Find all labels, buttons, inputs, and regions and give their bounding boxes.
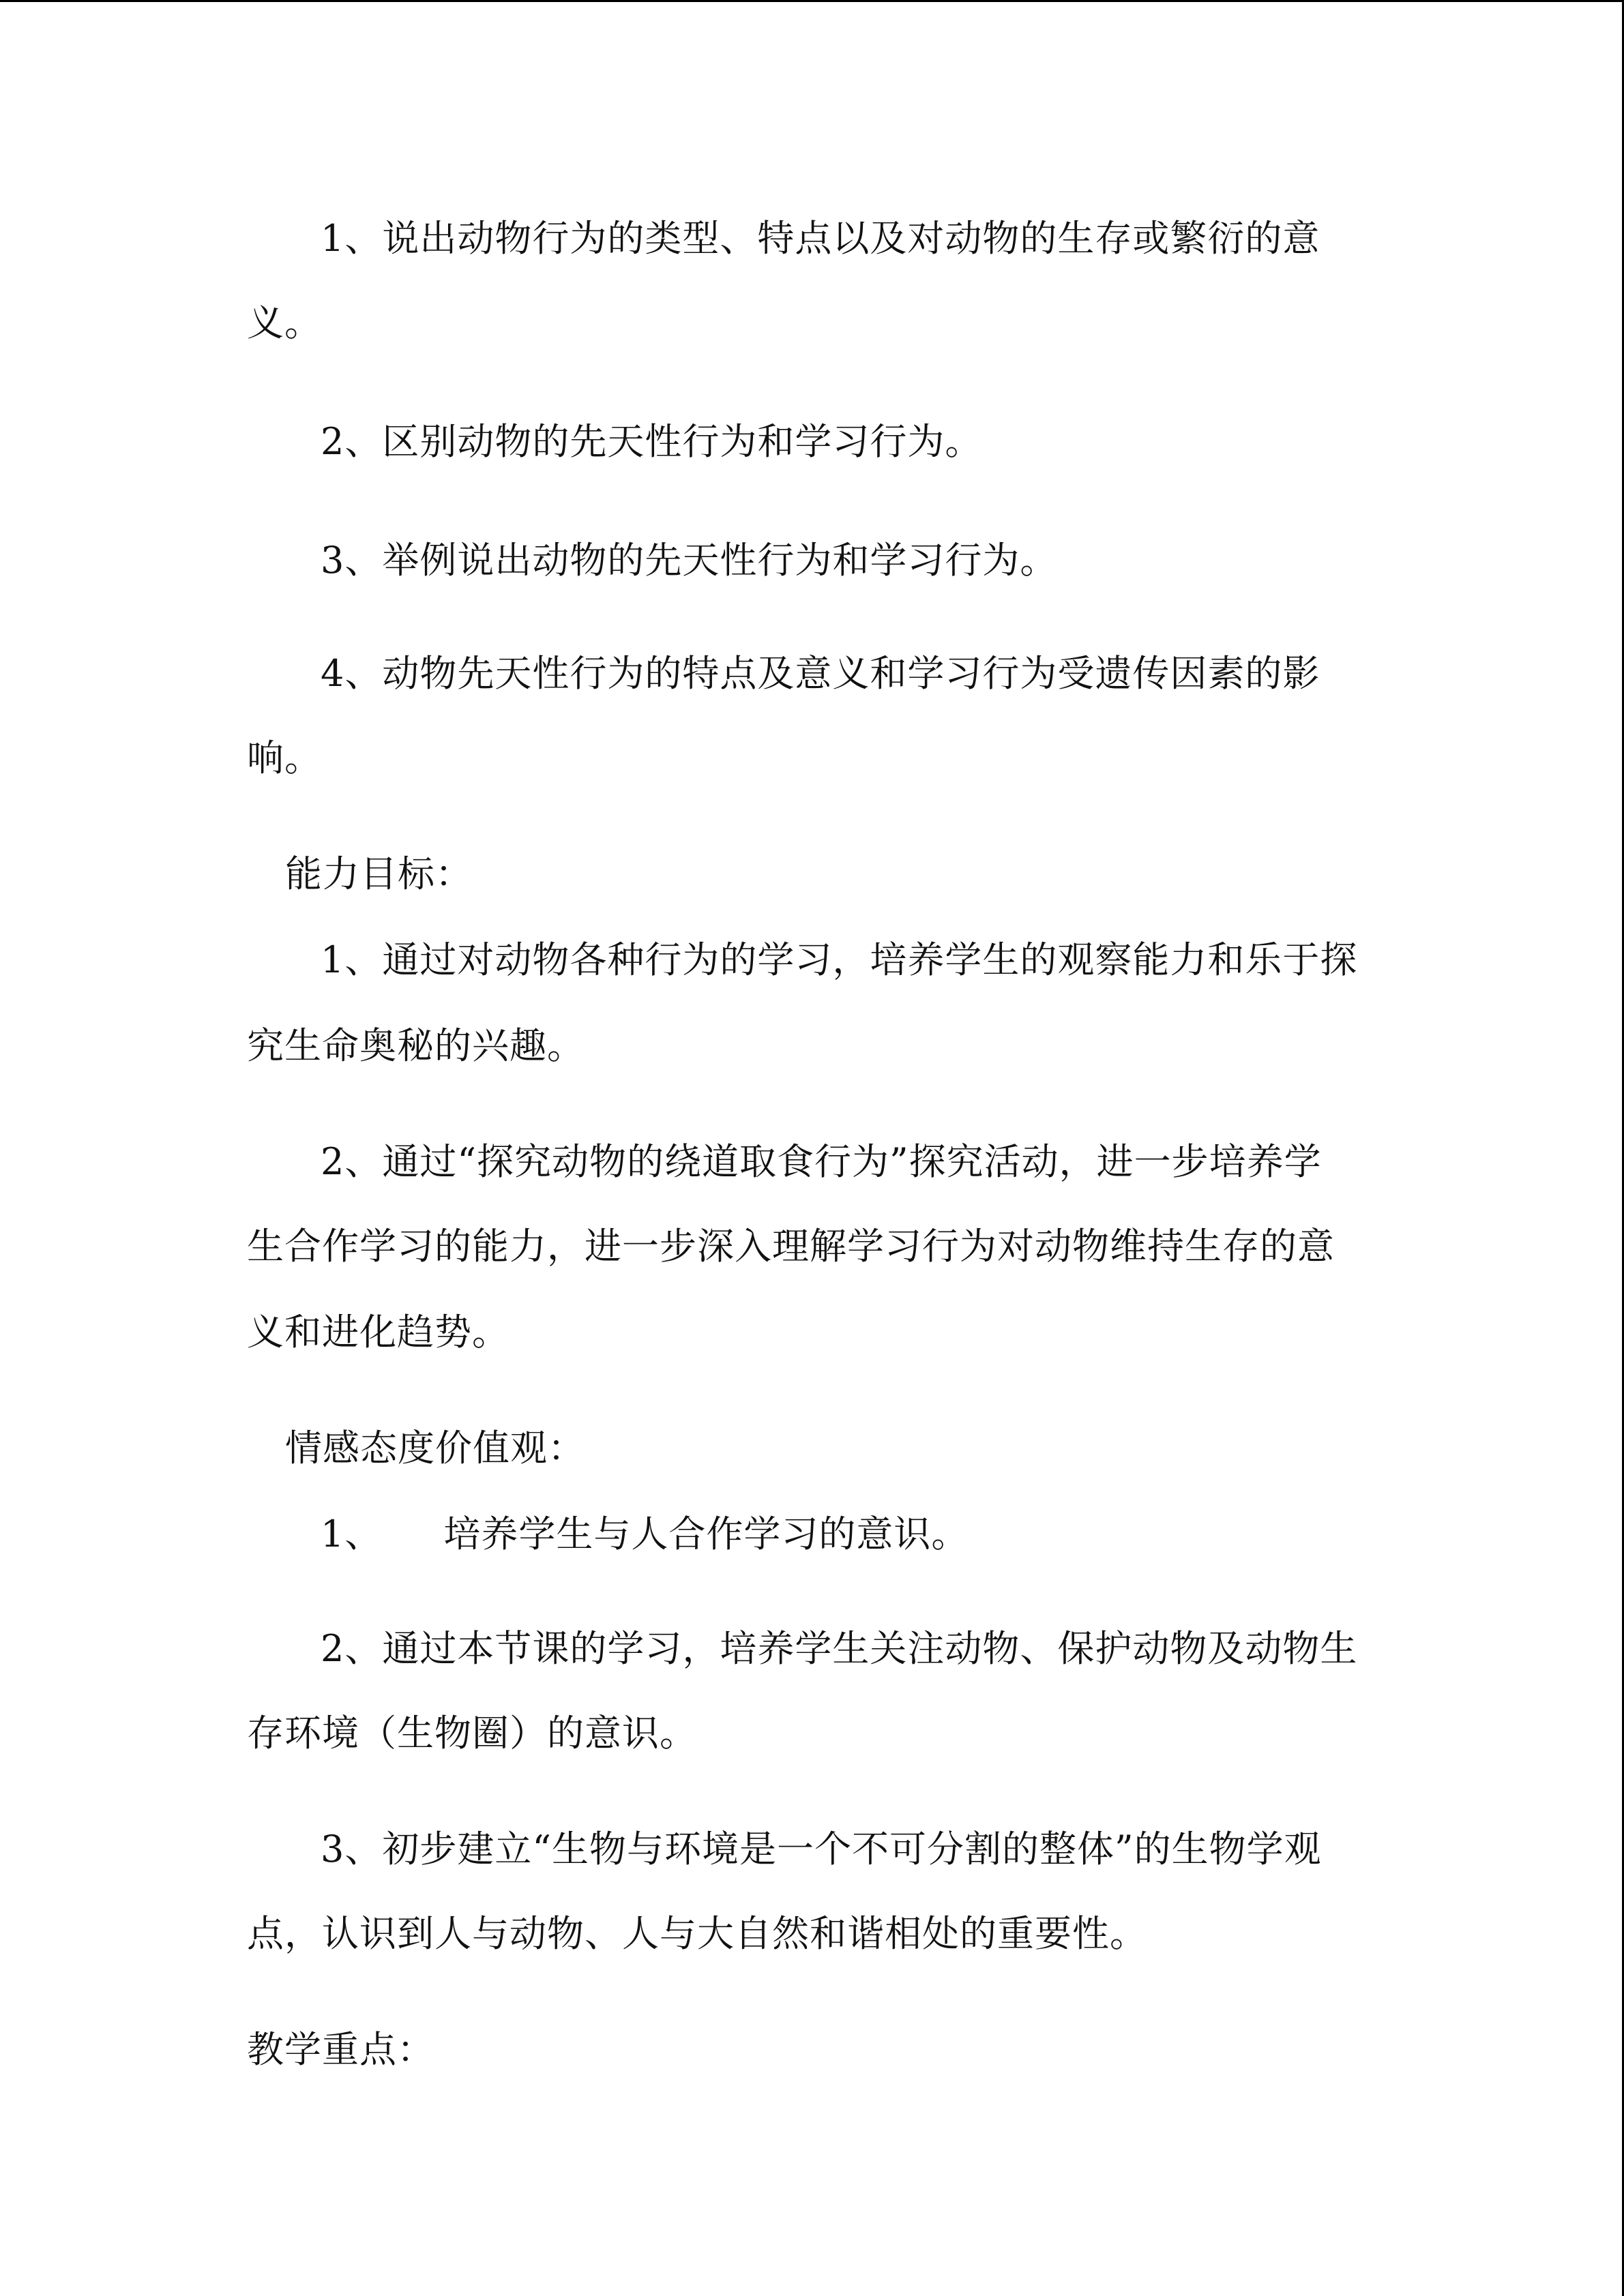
emotion-item-1 [321,1512,969,1556]
knowledge-item-2: 2、区别动物的先天性行为和学习行为。 [321,420,983,463]
emotion-item-2-line-1: 2、通过本节课的学习，培养学生关注动物、保护动物及动物生 [321,1627,1358,1670]
ability-heading: 能力目标： [285,852,473,895]
knowledge-item-1-line-2: 义。 [247,301,322,344]
emotion-heading: 情感态度价值观： [285,1427,585,1470]
ability-item-2-line-2: 生合作学习的能力，进一步深入理解学习行为对动物维持生存的意 [247,1225,1335,1268]
emotion-item-2-line-2: 存环境（生物圈）的意识。 [247,1712,697,1755]
key-points-heading: 教学重点： [247,2028,434,2071]
ability-item-1-line-2: 究生命奥秘的兴趣。 [247,1024,585,1067]
emotion-item-1-text: 培养学生与人合作学习的意识。 [443,1512,969,1555]
emotion-item-3-line-2: 点，认识到人与动物、人与大自然和谐相处的重要性。 [247,1912,1147,1955]
emotion-item-1-number: 1、 [321,1512,383,1555]
ability-item-2-line-3: 义和进化趋势。 [247,1311,510,1354]
ability-item-2-line-1: 2、通过“探究动物的绕道取食行为”探究活动，进一步培养学 [321,1140,1322,1183]
ability-item-1-line-1: 1、通过对动物各种行为的学习，培养学生的观察能力和乐于探 [321,938,1358,981]
knowledge-item-4-line-1: 4、动物先天性行为的特点及意义和学习行为受遗传因素的影 [321,652,1320,695]
knowledge-item-3: 3、举例说出动物的先天性行为和学习行为。 [321,539,1058,582]
knowledge-item-4-line-2: 响。 [247,736,322,779]
knowledge-item-1-line-1: 1、说出动物行为的类型、特点以及对动物的生存或繁衍的意 [321,217,1320,260]
emotion-item-3-line-1: 3、初步建立“生物与环境是一个不可分割的整体”的生物学观 [321,1828,1322,1870]
